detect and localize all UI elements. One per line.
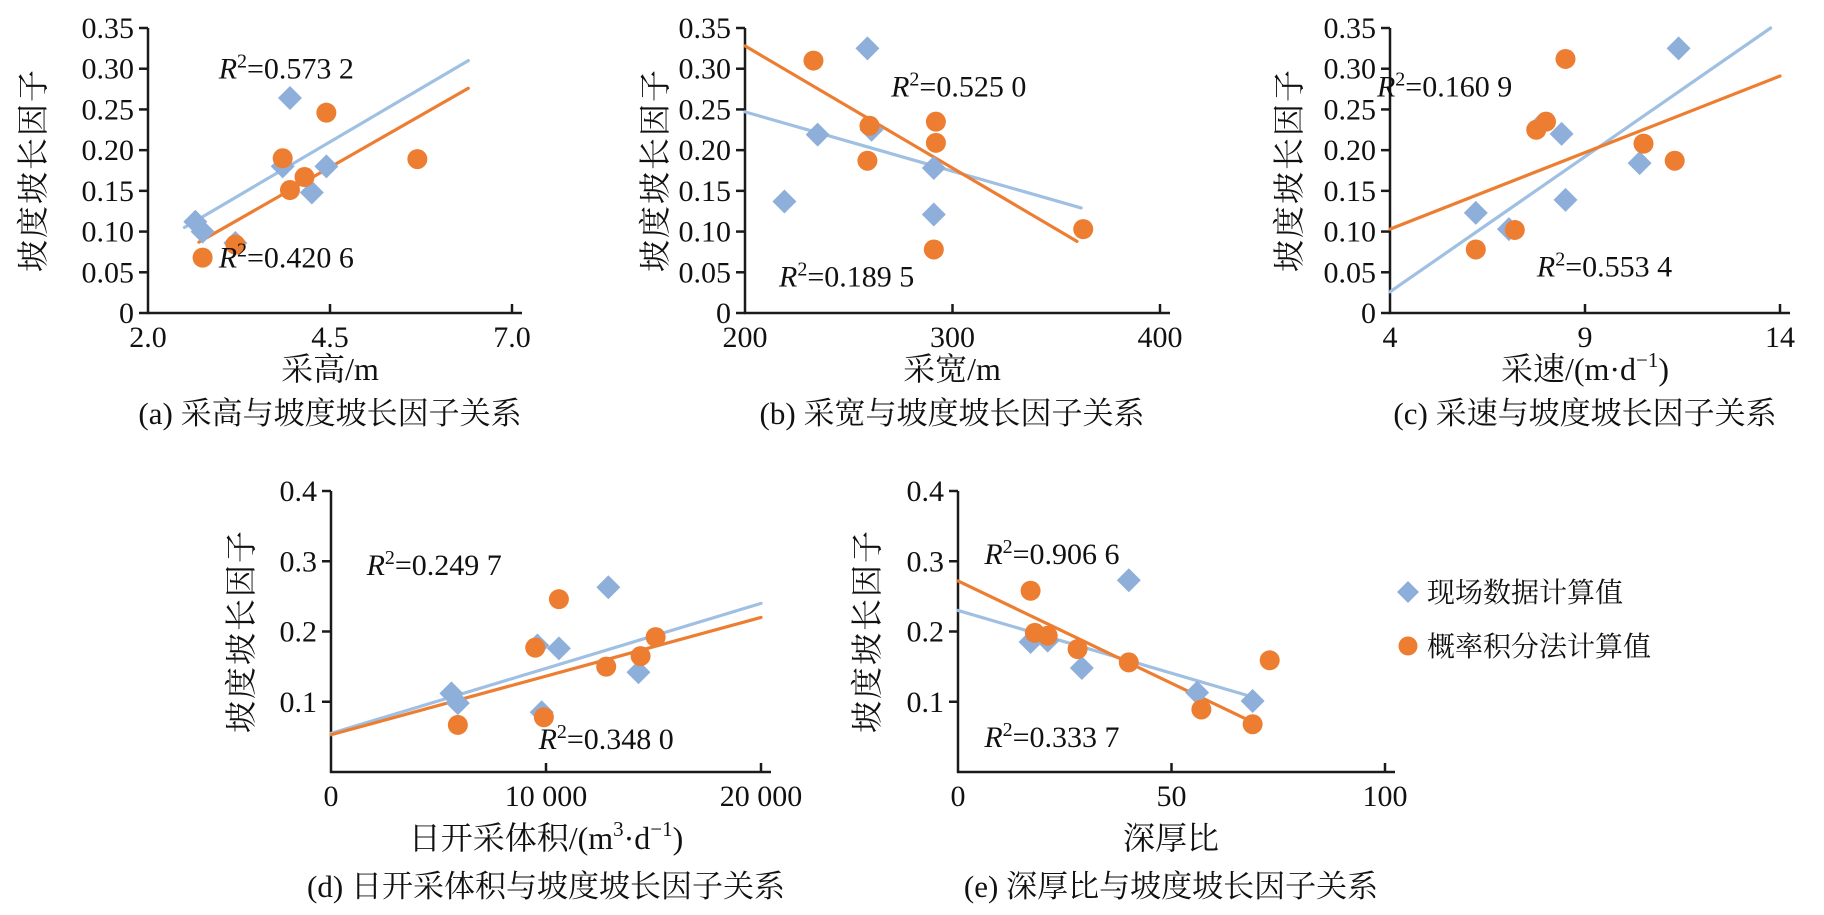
data-point-circle: [316, 103, 336, 123]
x-axis-label-c: 采速$/(m\cdot d^{-1})$: [1500, 348, 1670, 387]
y-tick-label-d: 0.4: [279, 475, 317, 508]
y-axis-label-d: 坡度坡长因子: [223, 528, 259, 734]
data-point-circle: [803, 51, 823, 71]
y-tick-label-c: 0.25: [1323, 93, 1376, 127]
data-point-circle: [1536, 112, 1556, 132]
r2-annotation-e-1: $R^2=0.333$ 7: [984, 718, 1120, 754]
r2-annotation-d-1: $R^2=0.348$ 0: [538, 720, 674, 756]
y-tick-label-a: 0.25: [81, 93, 134, 127]
caption-b: (b) 采宽与坡度坡长因子关系: [759, 396, 1145, 431]
data-point-circle: [525, 638, 545, 658]
y-axis-label-e: 坡度坡长因子: [849, 528, 885, 734]
legend-circle-icon: [1399, 637, 1418, 656]
y-tick-label-a: 0.35: [81, 12, 134, 45]
y-tick-label-a: 0.30: [81, 52, 134, 86]
r2-annotation-a-0: $R^2=0.573$ 2: [218, 50, 354, 86]
data-point-circle: [1260, 650, 1280, 670]
x-tick-label-e: 50: [1156, 780, 1187, 813]
data-point-circle: [857, 151, 877, 171]
y-tick-label-b: 0.05: [678, 256, 731, 290]
data-point-circle: [1191, 699, 1211, 719]
data-point-circle: [273, 148, 293, 168]
legend-label-probability-integral: 概率积分法计算值: [1427, 632, 1652, 663]
r2-annotation-b-0: $R^2=0.525$ 0: [891, 68, 1027, 104]
caption-e: (e) 深厚比与坡度坡长因子关系: [963, 869, 1379, 904]
data-point-circle: [1505, 220, 1525, 240]
y-tick-label-b: 0: [716, 297, 731, 330]
x-tick-label-c: 9: [1577, 321, 1593, 354]
x-tick-label-d: 10 000: [504, 780, 588, 813]
x-tick-label-e: 100: [1362, 780, 1408, 813]
r2-annotation-a-1: $R^2=0.420$ 6: [218, 239, 354, 275]
x-axis-label-b: 采宽/m: [903, 351, 1001, 387]
x-tick-label-b: 400: [1137, 321, 1183, 354]
x-tick-label-a: 7.0: [493, 321, 531, 354]
data-point-circle: [646, 627, 666, 647]
data-point-circle: [193, 248, 213, 268]
y-tick-label-d: 0.1: [279, 685, 317, 719]
x-tick-label-a: 2.0: [129, 321, 167, 354]
y-tick-label-e: 0.4: [906, 475, 944, 508]
data-point-circle: [860, 116, 880, 136]
y-tick-label-a: 0.10: [81, 215, 134, 249]
y-tick-label-c: 0.05: [1323, 256, 1376, 290]
x-tick-label-e: 0: [950, 780, 966, 813]
data-point-circle: [1068, 639, 1088, 659]
x-tick-label-b: 300: [930, 321, 975, 354]
x-tick-label-c: 14: [1765, 321, 1795, 354]
y-tick-label-e: 0.2: [906, 615, 944, 649]
x-tick-label-d: 0: [323, 780, 339, 813]
y-tick-label-b: 0.10: [678, 215, 731, 249]
y-tick-label-b: 0.15: [678, 174, 731, 208]
x-tick-label-b: 200: [722, 321, 768, 354]
data-point-circle: [1073, 219, 1093, 239]
x-axis-label-d: 日开采体积$/(m^3\cdot d^{-1})$: [408, 817, 684, 856]
r2-annotation-b-1: $R^2=0.189$ 5: [779, 258, 915, 294]
y-tick-label-e: 0.1: [906, 685, 944, 719]
r2-annotation-c-1: $R^2=0.553$ 4: [1536, 248, 1673, 284]
data-point-circle: [596, 657, 616, 677]
data-point-circle: [1119, 652, 1139, 672]
y-axis-label-a: 坡度坡长因子: [15, 67, 51, 273]
data-point-circle: [1556, 49, 1576, 69]
y-axis-label-c: 坡度坡长因子: [1271, 67, 1307, 273]
y-tick-label-c: 0.15: [1323, 174, 1376, 208]
data-point-circle: [631, 646, 651, 666]
y-tick-label-e: 0.3: [906, 545, 944, 579]
r2-annotation-c-0: $R^2=0.160$ 9: [1376, 68, 1513, 104]
data-point-circle: [295, 167, 315, 187]
data-point-circle: [407, 149, 427, 169]
y-tick-label-b: 0.35: [678, 12, 731, 45]
data-point-circle: [926, 133, 946, 153]
data-point-circle: [448, 715, 468, 735]
y-tick-label-c: 0.10: [1323, 215, 1376, 249]
y-tick-label-a: 0.05: [81, 256, 134, 290]
data-point-circle: [1634, 134, 1654, 154]
caption-d: (d) 日开采体积与坡度坡长因子关系: [307, 869, 785, 904]
y-tick-label-c: 0.35: [1323, 12, 1376, 45]
y-tick-label-c: 0: [1361, 297, 1376, 330]
y-tick-label-c: 0.30: [1323, 52, 1376, 86]
data-point-circle: [1243, 714, 1263, 734]
data-point-circle: [549, 589, 569, 609]
caption-c: (c) 采速与坡度坡长因子关系: [1393, 396, 1777, 431]
y-tick-label-b: 0.25: [678, 93, 731, 127]
x-tick-label-a: 4.5: [311, 321, 349, 354]
y-tick-label-a: 0: [119, 297, 134, 330]
x-tick-label-d: 20 000: [719, 780, 803, 813]
data-point-circle: [1038, 626, 1058, 646]
y-tick-label-d: 0.2: [279, 615, 317, 649]
x-tick-label-c: 4: [1382, 321, 1398, 354]
r2-annotation-d-0: $R^2=0.249$ 7: [366, 546, 502, 582]
y-tick-label-a: 0.20: [81, 134, 134, 168]
y-tick-label-b: 0.20: [678, 134, 731, 168]
y-tick-label-b: 0.30: [678, 52, 731, 86]
x-axis-label-e: 深厚比: [1122, 820, 1220, 856]
data-point-circle: [1021, 581, 1041, 601]
legend-label-field-data: 现场数据计算值: [1427, 578, 1624, 609]
data-point-circle: [1665, 151, 1685, 171]
data-point-circle: [1466, 239, 1486, 259]
y-axis-label-b: 坡度坡长因子: [637, 67, 673, 273]
data-point-circle: [926, 112, 946, 132]
caption-a: (a) 采高与坡度坡长因子关系: [138, 396, 522, 431]
y-tick-label-d: 0.3: [279, 545, 317, 579]
y-tick-label-a: 0.15: [81, 174, 134, 208]
data-point-circle: [924, 239, 944, 259]
x-axis-label-a: 采高/m: [281, 351, 379, 387]
y-tick-label-c: 0.20: [1323, 134, 1376, 168]
r2-annotation-e-0: $R^2=0.906$ 6: [984, 536, 1120, 572]
